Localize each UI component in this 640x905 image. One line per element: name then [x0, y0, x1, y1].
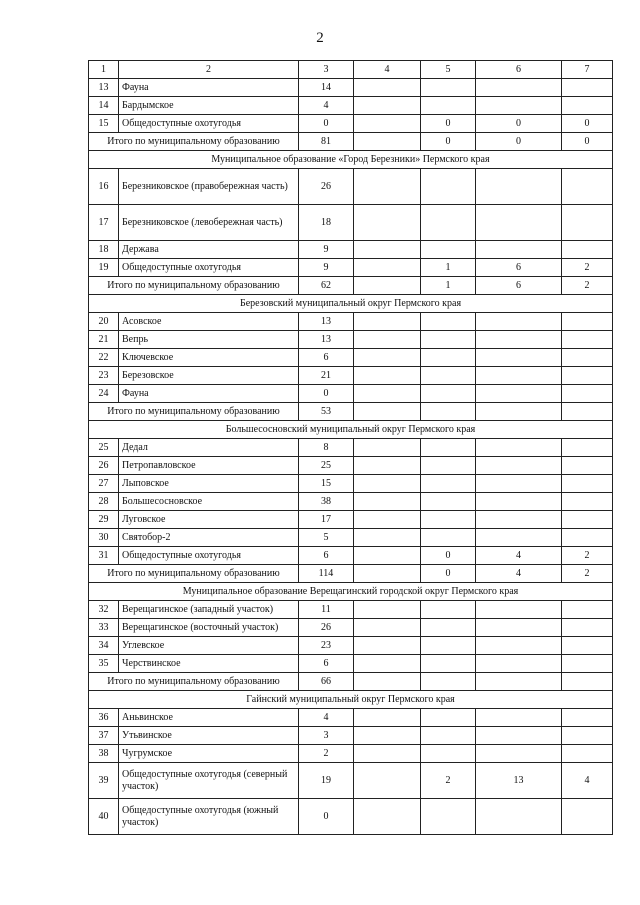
value-c7: 4	[562, 763, 613, 799]
ground-name: Черствинское	[119, 655, 299, 673]
value-c6	[476, 439, 562, 457]
column-number-4: 4	[354, 61, 421, 79]
value-c4	[354, 331, 421, 349]
row-number: 17	[89, 205, 119, 241]
ground-name: Березниковское (правобережная часть)	[119, 169, 299, 205]
value-c6	[476, 313, 562, 331]
ground-name: Держава	[119, 241, 299, 259]
total-value-c7	[562, 403, 613, 421]
total-value-c4	[354, 133, 421, 151]
value-c7	[562, 637, 613, 655]
value-c5	[421, 97, 476, 115]
ground-name: Общедоступные охотугодья (южный участок)	[119, 799, 299, 835]
value-c6	[476, 97, 562, 115]
table-row	[89, 331, 613, 349]
value-c6	[476, 619, 562, 637]
value-c4	[354, 709, 421, 727]
ground-name: Углевское	[119, 637, 299, 655]
value-c3: 15	[299, 475, 354, 493]
value-c4	[354, 637, 421, 655]
value-c6	[476, 349, 562, 367]
value-c4	[354, 655, 421, 673]
value-c7	[562, 385, 613, 403]
table-row	[89, 349, 613, 367]
section-title: Березовский муниципальный округ Пермского края	[89, 295, 613, 313]
total-value-c6: 6	[476, 277, 562, 295]
value-c6	[476, 709, 562, 727]
value-c5	[421, 241, 476, 259]
value-c6: 6	[476, 259, 562, 277]
total-label: Итого по муниципальному образованию	[89, 133, 299, 151]
value-c3: 17	[299, 511, 354, 529]
ground-name: Березовское	[119, 367, 299, 385]
total-value-c3: 53	[299, 403, 354, 421]
value-c4	[354, 511, 421, 529]
row-number: 37	[89, 727, 119, 745]
value-c5	[421, 349, 476, 367]
value-c5	[421, 745, 476, 763]
value-c7	[562, 79, 613, 97]
value-c6: 0	[476, 115, 562, 133]
table-header-row	[89, 61, 613, 79]
total-value-c7	[562, 673, 613, 691]
row-number: 21	[89, 331, 119, 349]
value-c7	[562, 331, 613, 349]
total-value-c6	[476, 403, 562, 421]
value-c4	[354, 79, 421, 97]
value-c3: 4	[299, 97, 354, 115]
row-number: 40	[89, 799, 119, 835]
row-number: 13	[89, 79, 119, 97]
value-c3: 38	[299, 493, 354, 511]
table-row	[89, 655, 613, 673]
total-value-c3: 62	[299, 277, 354, 295]
value-c6	[476, 655, 562, 673]
value-c6	[476, 727, 562, 745]
value-c3: 2	[299, 745, 354, 763]
value-c7	[562, 367, 613, 385]
table-row	[89, 97, 613, 115]
value-c7	[562, 349, 613, 367]
value-c4	[354, 799, 421, 835]
section-header-row	[89, 421, 613, 439]
total-label: Итого по муниципальному образованию	[89, 565, 299, 583]
row-number: 27	[89, 475, 119, 493]
value-c4	[354, 349, 421, 367]
ground-name: Луговское	[119, 511, 299, 529]
value-c5	[421, 601, 476, 619]
value-c4	[354, 529, 421, 547]
total-value-c4	[354, 403, 421, 421]
value-c7: 2	[562, 259, 613, 277]
value-c6	[476, 169, 562, 205]
value-c5	[421, 313, 476, 331]
total-value-c3: 66	[299, 673, 354, 691]
ground-name: Фауна	[119, 385, 299, 403]
value-c7: 0	[562, 115, 613, 133]
value-c5: 1	[421, 259, 476, 277]
row-number: 16	[89, 169, 119, 205]
table-row	[89, 241, 613, 259]
row-number: 29	[89, 511, 119, 529]
value-c5	[421, 655, 476, 673]
table-row	[89, 619, 613, 637]
table-row	[89, 547, 613, 565]
total-value-c5: 0	[421, 133, 476, 151]
ground-name: Лыповское	[119, 475, 299, 493]
total-value-c5: 0	[421, 565, 476, 583]
value-c6	[476, 205, 562, 241]
table-row	[89, 799, 613, 835]
row-number: 15	[89, 115, 119, 133]
value-c5	[421, 205, 476, 241]
row-number: 34	[89, 637, 119, 655]
column-number-6: 6	[476, 61, 562, 79]
value-c3: 4	[299, 709, 354, 727]
total-row	[89, 403, 613, 421]
table-row	[89, 763, 613, 799]
value-c4	[354, 601, 421, 619]
value-c5	[421, 331, 476, 349]
value-c7	[562, 529, 613, 547]
value-c4	[354, 547, 421, 565]
value-c3: 0	[299, 799, 354, 835]
ground-name: Петропавловское	[119, 457, 299, 475]
row-number: 31	[89, 547, 119, 565]
total-value-c6: 4	[476, 565, 562, 583]
value-c5	[421, 709, 476, 727]
column-number-5: 5	[421, 61, 476, 79]
ground-name: Асовское	[119, 313, 299, 331]
value-c3: 0	[299, 115, 354, 133]
ground-name: Общедоступные охотугодья	[119, 547, 299, 565]
value-c5: 0	[421, 547, 476, 565]
value-c3: 8	[299, 439, 354, 457]
total-label: Итого по муниципальному образованию	[89, 673, 299, 691]
value-c5	[421, 619, 476, 637]
value-c7	[562, 619, 613, 637]
column-number-1: 1	[89, 61, 119, 79]
ground-name: Бардымское	[119, 97, 299, 115]
value-c7	[562, 439, 613, 457]
value-c7	[562, 169, 613, 205]
value-c6	[476, 601, 562, 619]
value-c4	[354, 439, 421, 457]
value-c5	[421, 529, 476, 547]
value-c5	[421, 799, 476, 835]
value-c3: 13	[299, 313, 354, 331]
value-c3: 6	[299, 349, 354, 367]
total-label: Итого по муниципальному образованию	[89, 403, 299, 421]
value-c4	[354, 97, 421, 115]
value-c5	[421, 439, 476, 457]
value-c7	[562, 709, 613, 727]
table-row	[89, 205, 613, 241]
ground-name: Святобор-2	[119, 529, 299, 547]
value-c5	[421, 385, 476, 403]
ground-name: Дедал	[119, 439, 299, 457]
value-c4	[354, 727, 421, 745]
ground-name: Вепрь	[119, 331, 299, 349]
value-c4	[354, 313, 421, 331]
value-c4	[354, 763, 421, 799]
table-row	[89, 601, 613, 619]
table-row	[89, 115, 613, 133]
total-value-c4	[354, 277, 421, 295]
table-row	[89, 259, 613, 277]
total-value-c5	[421, 673, 476, 691]
ground-name: Общедоступные охотугодья	[119, 115, 299, 133]
value-c5	[421, 511, 476, 529]
table-row	[89, 313, 613, 331]
table-row	[89, 511, 613, 529]
value-c7	[562, 601, 613, 619]
value-c7	[562, 745, 613, 763]
column-number-7: 7	[562, 61, 613, 79]
table-row	[89, 385, 613, 403]
total-value-c7: 2	[562, 277, 613, 295]
value-c6	[476, 637, 562, 655]
value-c4	[354, 205, 421, 241]
value-c3: 6	[299, 547, 354, 565]
row-number: 33	[89, 619, 119, 637]
ground-name: Чугрумское	[119, 745, 299, 763]
value-c5: 2	[421, 763, 476, 799]
total-row	[89, 673, 613, 691]
total-value-c7: 2	[562, 565, 613, 583]
value-c6	[476, 511, 562, 529]
value-c4	[354, 259, 421, 277]
ground-name: Березниковское (левобережная часть)	[119, 205, 299, 241]
value-c7	[562, 799, 613, 835]
ground-name: Общедоступные охотугодья (северный участок)	[119, 763, 299, 799]
value-c7	[562, 205, 613, 241]
value-c6	[476, 241, 562, 259]
column-number-3: 3	[299, 61, 354, 79]
value-c3: 14	[299, 79, 354, 97]
section-header-row	[89, 691, 613, 709]
value-c4	[354, 493, 421, 511]
value-c3: 11	[299, 601, 354, 619]
section-header-row	[89, 583, 613, 601]
value-c3: 5	[299, 529, 354, 547]
value-c5: 0	[421, 115, 476, 133]
value-c6	[476, 799, 562, 835]
value-c7	[562, 313, 613, 331]
section-header-row	[89, 295, 613, 313]
table-body	[89, 61, 613, 835]
total-value-c3: 114	[299, 565, 354, 583]
value-c3: 21	[299, 367, 354, 385]
value-c7	[562, 97, 613, 115]
total-row	[89, 133, 613, 151]
total-value-c5	[421, 403, 476, 421]
total-value-c3: 81	[299, 133, 354, 151]
value-c7	[562, 493, 613, 511]
value-c4	[354, 457, 421, 475]
ground-name: Большесосновское	[119, 493, 299, 511]
row-number: 14	[89, 97, 119, 115]
section-header-row	[89, 151, 613, 169]
value-c5	[421, 727, 476, 745]
value-c7	[562, 475, 613, 493]
row-number: 32	[89, 601, 119, 619]
value-c3: 9	[299, 259, 354, 277]
table-row	[89, 79, 613, 97]
row-number: 30	[89, 529, 119, 547]
value-c7	[562, 241, 613, 259]
page-number: 2	[316, 30, 324, 46]
value-c3: 18	[299, 205, 354, 241]
value-c7	[562, 655, 613, 673]
section-title: Гайнский муниципальный округ Пермского края	[89, 691, 613, 709]
value-c4	[354, 475, 421, 493]
total-value-c6: 0	[476, 133, 562, 151]
section-title: Большесосновский муниципальный округ Пермского края	[89, 421, 613, 439]
row-number: 26	[89, 457, 119, 475]
value-c5	[421, 367, 476, 385]
section-title: Муниципальное образование Верещагинский городской округ Пермского края	[89, 583, 613, 601]
value-c4	[354, 385, 421, 403]
value-c7	[562, 727, 613, 745]
row-number: 18	[89, 241, 119, 259]
value-c5	[421, 475, 476, 493]
total-value-c5: 1	[421, 277, 476, 295]
row-number: 25	[89, 439, 119, 457]
row-number: 19	[89, 259, 119, 277]
total-value-c6	[476, 673, 562, 691]
table-row	[89, 493, 613, 511]
total-row	[89, 277, 613, 295]
value-c5	[421, 493, 476, 511]
value-c5	[421, 637, 476, 655]
row-number: 28	[89, 493, 119, 511]
total-value-c4	[354, 565, 421, 583]
value-c6	[476, 331, 562, 349]
value-c5	[421, 79, 476, 97]
value-c6	[476, 475, 562, 493]
value-c6: 13	[476, 763, 562, 799]
hunting-grounds-table	[88, 60, 613, 835]
value-c6: 4	[476, 547, 562, 565]
value-c7: 2	[562, 547, 613, 565]
value-c4	[354, 169, 421, 205]
value-c3: 13	[299, 331, 354, 349]
table-row	[89, 745, 613, 763]
row-number: 35	[89, 655, 119, 673]
value-c3: 26	[299, 619, 354, 637]
row-number: 22	[89, 349, 119, 367]
total-label: Итого по муниципальному образованию	[89, 277, 299, 295]
value-c7	[562, 457, 613, 475]
row-number: 38	[89, 745, 119, 763]
value-c3: 9	[299, 241, 354, 259]
value-c3: 26	[299, 169, 354, 205]
total-row	[89, 565, 613, 583]
value-c3: 6	[299, 655, 354, 673]
value-c7	[562, 511, 613, 529]
ground-name: Верещагинское (западный участок)	[119, 601, 299, 619]
row-number: 39	[89, 763, 119, 799]
value-c3: 23	[299, 637, 354, 655]
row-number: 36	[89, 709, 119, 727]
value-c6	[476, 745, 562, 763]
value-c4	[354, 367, 421, 385]
value-c5	[421, 169, 476, 205]
value-c6	[476, 367, 562, 385]
value-c4	[354, 115, 421, 133]
value-c6	[476, 385, 562, 403]
ground-name: Ключевское	[119, 349, 299, 367]
table-row	[89, 709, 613, 727]
table-row	[89, 637, 613, 655]
table-row	[89, 529, 613, 547]
value-c6	[476, 79, 562, 97]
ground-name: Верещагинское (восточный участок)	[119, 619, 299, 637]
total-value-c7: 0	[562, 133, 613, 151]
value-c5	[421, 457, 476, 475]
table-row	[89, 169, 613, 205]
table-row	[89, 367, 613, 385]
value-c4	[354, 619, 421, 637]
value-c6	[476, 529, 562, 547]
value-c3: 3	[299, 727, 354, 745]
value-c4	[354, 241, 421, 259]
ground-name: Фауна	[119, 79, 299, 97]
table-row	[89, 475, 613, 493]
ground-name: Утьвинское	[119, 727, 299, 745]
value-c6	[476, 493, 562, 511]
table-row	[89, 457, 613, 475]
section-title: Муниципальное образование «Город Березники» Пермского края	[89, 151, 613, 169]
value-c3: 25	[299, 457, 354, 475]
ground-name: Общедоступные охотугодья	[119, 259, 299, 277]
column-number-2: 2	[119, 61, 299, 79]
value-c4	[354, 745, 421, 763]
row-number: 23	[89, 367, 119, 385]
total-value-c4	[354, 673, 421, 691]
row-number: 24	[89, 385, 119, 403]
table-row	[89, 439, 613, 457]
value-c3: 0	[299, 385, 354, 403]
row-number: 20	[89, 313, 119, 331]
ground-name: Аньвинское	[119, 709, 299, 727]
table-row	[89, 727, 613, 745]
value-c6	[476, 457, 562, 475]
value-c3: 19	[299, 763, 354, 799]
